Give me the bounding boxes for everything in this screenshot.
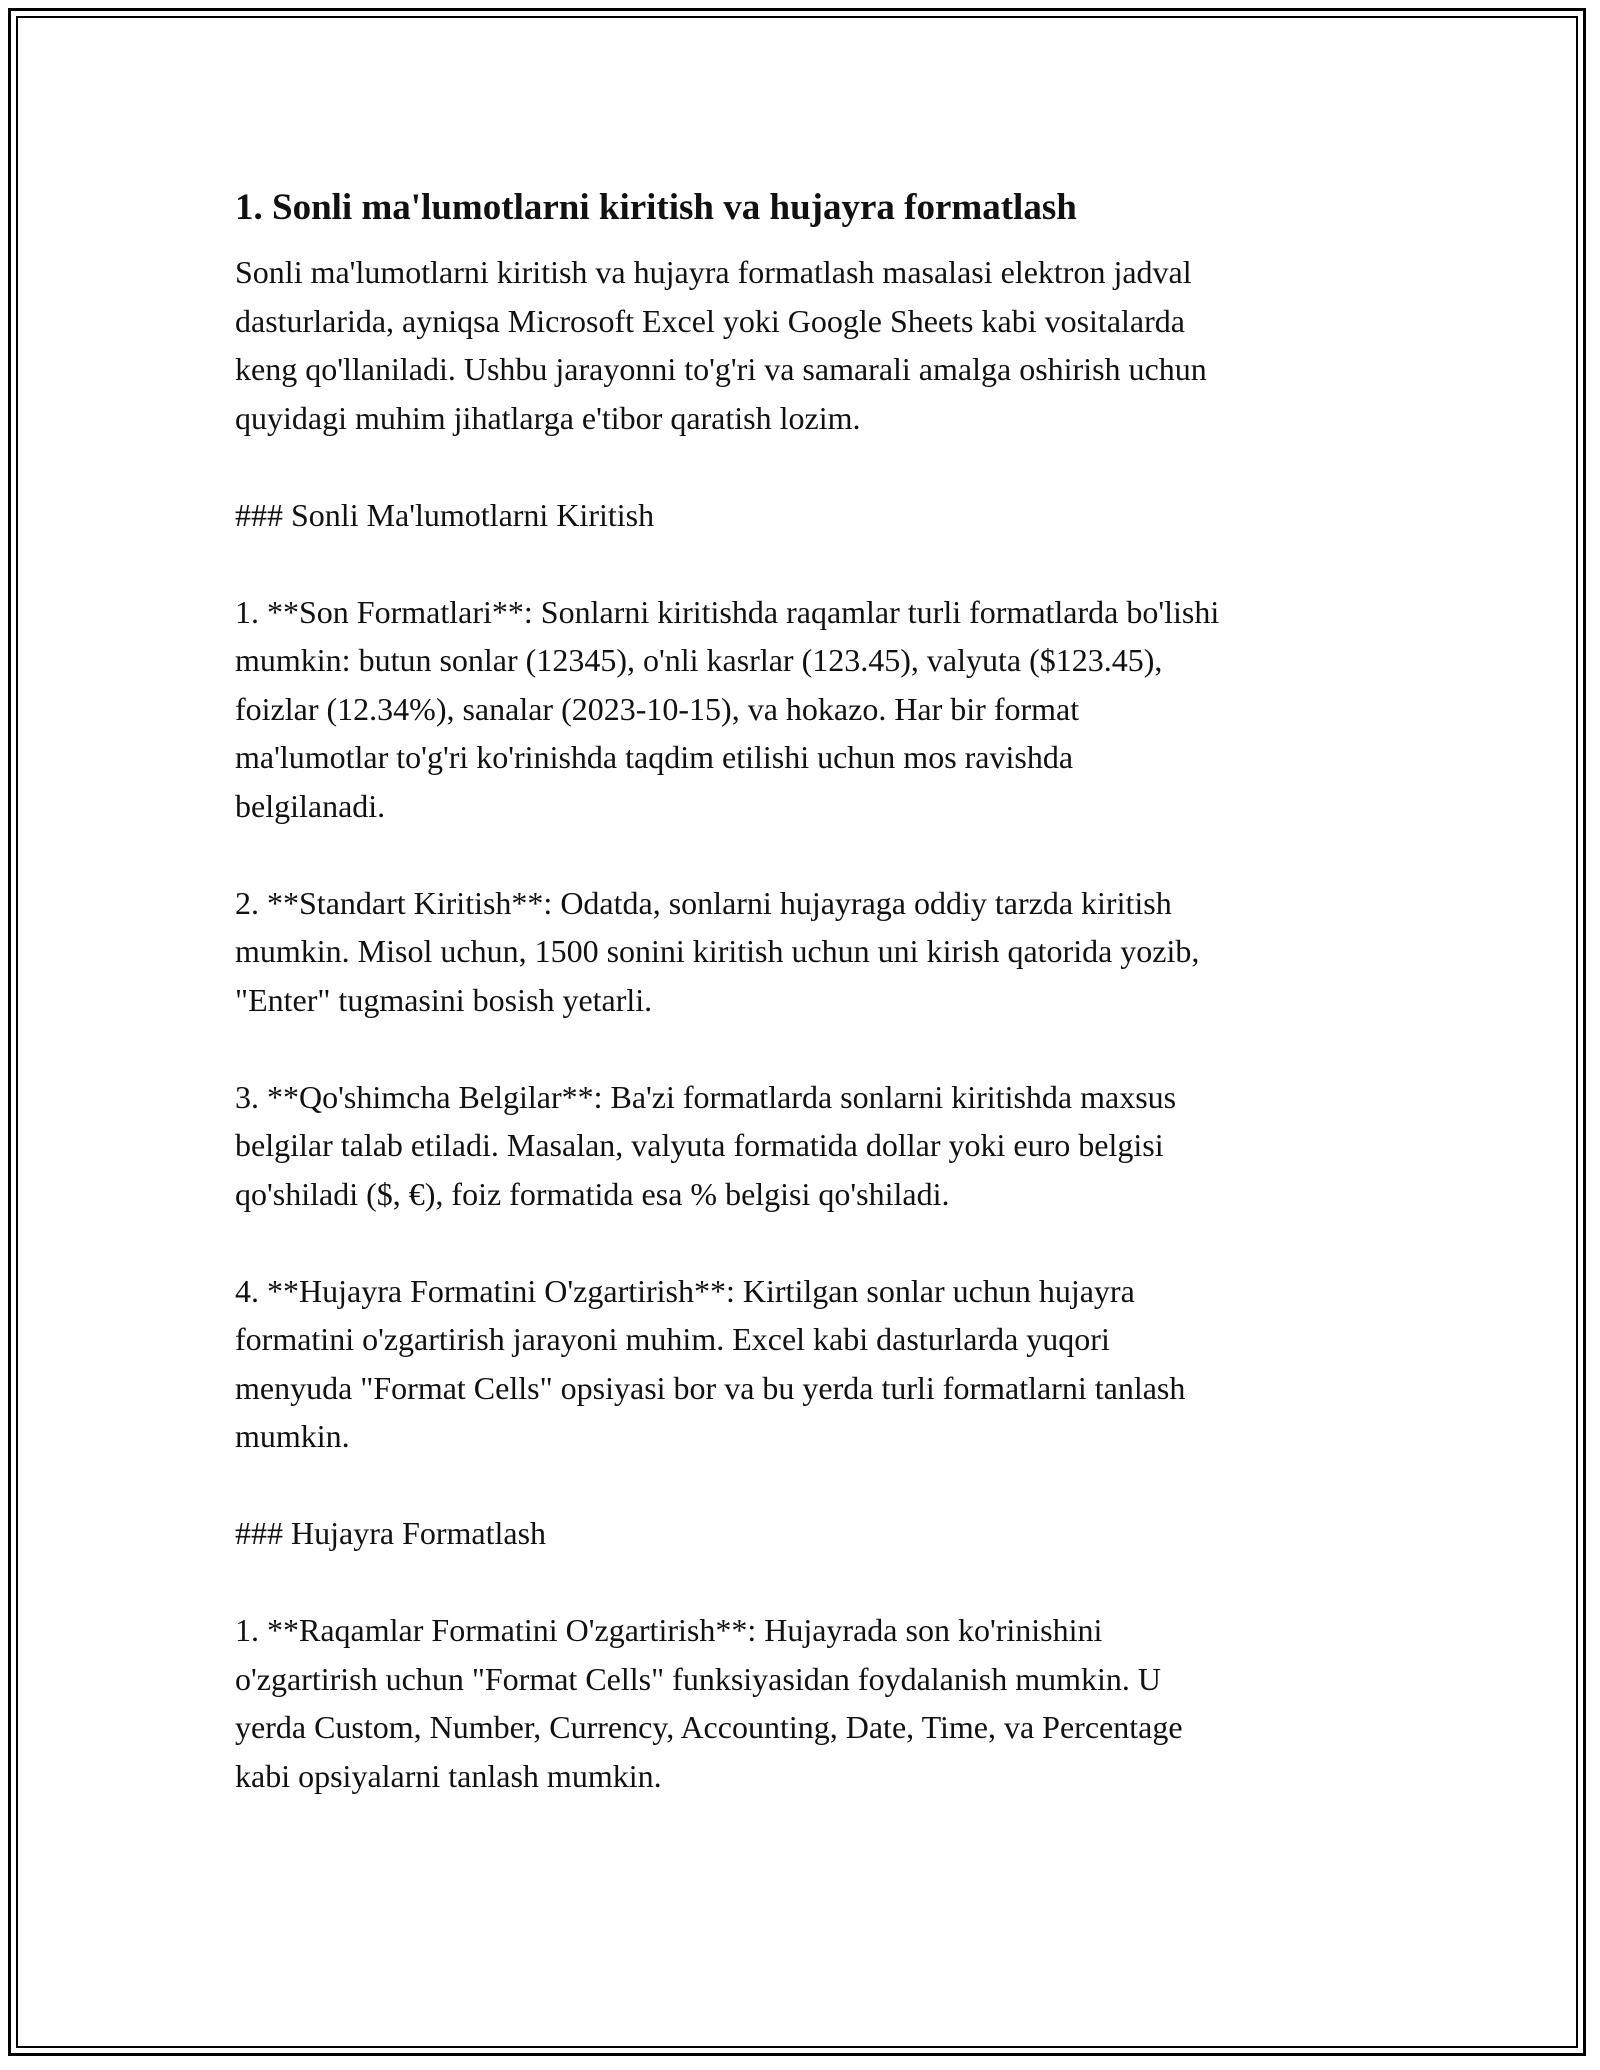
text-line: foizlar (12.34%), sanalar (2023-10-15), va hokazo. Har bir format	[235, 690, 1080, 727]
text-line: 1. **Raqamlar Formatini O'zgartirish**: Hujayrada son ko'rinishini	[235, 1612, 1103, 1648]
text-line: 2. **Standart Kiritish**: Odatda, sonlarni hujayraga oddiy tarzda kiritish	[235, 884, 1172, 921]
section-heading-formatting	[235, 1509, 1385, 1558]
text-line: yerda Custom, Number, Currency, Accounting, Date, Time, va Percentage	[235, 1709, 1183, 1745]
list-item-standard-input	[235, 879, 1385, 1025]
text-line: ma'lumotlar to'g'ri ko'rinishda taqdim etilishi uchun mos ravishda	[235, 739, 1074, 775]
text-line: kabi opsiyalarni tanlash mumkin.	[235, 1757, 662, 1794]
text-line: "Enter" tugmasini bosish yetarli.	[235, 981, 653, 1018]
list-item-number-formats	[235, 588, 1385, 831]
text-line: Sonli ma'lumotlarni kiritish va hujayra formatlash masalasi elektron jadval	[235, 254, 1192, 290]
section-heading-input	[235, 491, 1385, 540]
text-line: belgilar talab etiladi. Masalan, valyuta formatida dollar yoki euro belgisi	[235, 1127, 1164, 1163]
text-line: quyidagi muhim jihatlarga e'tibor qaratish lozim.	[235, 399, 861, 436]
text-line: qo'shiladi ($, €), foiz formatida esa % belgisi qo'shiladi.	[235, 1175, 950, 1212]
list-item-change-format	[235, 1267, 1385, 1461]
text-line: dasturlarida, ayniqsa Microsoft Excel yoki Google Sheets kabi vositalarda	[235, 302, 1185, 339]
intro-paragraph	[235, 248, 1385, 442]
text-line: 4. **Hujayra Formatini O'zgartirish**: Kirtilgan sonlar uchun hujayra	[235, 1272, 1135, 1309]
text-line: ### Hujayra Formatlash	[235, 1515, 547, 1551]
text-line: 3. **Qo'shimcha Belgilar**: Ba'zi formatlarda sonlarni kiritishda maxsus	[235, 1078, 1177, 1115]
text-line: mumkin: butun sonlar (12345), o'nli kasrlar (123.45), valyuta ($123.45),	[235, 642, 1163, 678]
document-title: 1. Sonli ma'lumotlarni kiritish va hujayra formatlash	[235, 187, 1077, 228]
text-line: mumkin.	[235, 1418, 350, 1454]
document-body	[235, 184, 1385, 1849]
text-line: ### Sonli Ma'lumotlarni Kiritish	[235, 496, 655, 533]
text-line: keng qo'llaniladi. Ushbu jarayonni to'g'ri va samarali amalga oshirish uchun	[235, 351, 1207, 387]
text-line: formatini o'zgartirish jarayoni muhim. Excel kabi dasturlarda yuqori	[235, 1321, 1110, 1357]
text-line: mumkin. Misol uchun, 1500 sonini kiritish uchun uni kirish qatorida yozib,	[235, 933, 1200, 969]
list-item-extra-symbols	[235, 1073, 1385, 1219]
list-item-number-format-change	[235, 1606, 1385, 1800]
text-line: menyuda "Format Cells" opsiyasi bor va bu yerda turli formatlarni tanlash	[235, 1369, 1186, 1406]
text-line: o'zgartirish uchun "Format Cells" funksiyasidan foydalanish mumkin. U	[235, 1660, 1161, 1697]
text-line: 1. **Son Formatlari**: Sonlarni kiritishda raqamlar turli formatlarda bo'lishi	[235, 593, 1220, 630]
text-line: belgilanadi.	[235, 787, 386, 824]
